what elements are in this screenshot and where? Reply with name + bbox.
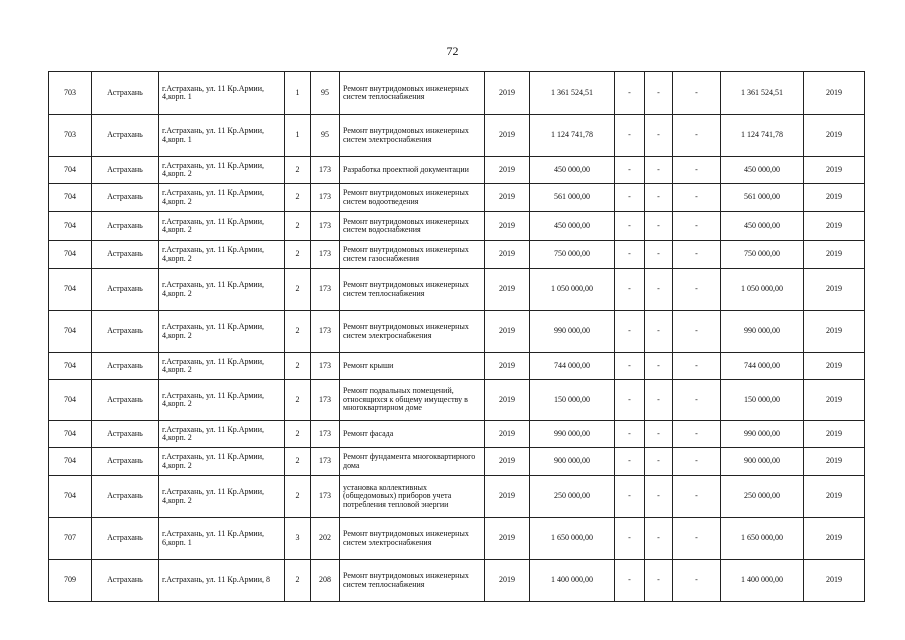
completion-year-cell: 2019: [804, 72, 865, 115]
table-row: [49, 518, 865, 560]
fund-cell: -: [615, 184, 645, 212]
fund-cell: -: [615, 476, 645, 518]
cost-cell: 1 124 741,78: [530, 115, 615, 157]
apartments-cell: 173: [311, 184, 340, 212]
table-row: [49, 212, 865, 241]
city-cell: Астрахань: [92, 380, 159, 421]
city-cell: Астрахань: [92, 184, 159, 212]
completion-year-cell: 2019: [804, 311, 865, 353]
other-source-cell: -: [673, 421, 721, 448]
other-source-cell: -: [673, 241, 721, 269]
other-source-cell: -: [673, 448, 721, 476]
fund-cell: -: [615, 212, 645, 241]
completion-year-cell: 2019: [804, 353, 865, 380]
table-row: [49, 184, 865, 212]
address-cell: г.Астрахань, ул. 11 Кр.Армии, 4,корп. 2: [159, 212, 285, 241]
object-number-cell: 704: [49, 421, 92, 448]
table-row: [49, 241, 865, 269]
cost-cell: 1 361 524,51: [530, 72, 615, 115]
repair-register-table: [48, 71, 865, 602]
budget-cell: -: [645, 72, 673, 115]
budget-cell: -: [645, 560, 673, 602]
city-cell: Астрахань: [92, 157, 159, 184]
apartments-cell: 173: [311, 157, 340, 184]
total-cost-cell: 1 124 741,78: [721, 115, 804, 157]
completion-year-cell: 2019: [804, 157, 865, 184]
city-cell: Астрахань: [92, 72, 159, 115]
other-source-cell: -: [673, 115, 721, 157]
other-source-cell: -: [673, 476, 721, 518]
total-cost-cell: 990 000,00: [721, 311, 804, 353]
entrances-cell: 2: [285, 241, 311, 269]
year-cell: 2019: [485, 448, 530, 476]
cost-cell: 450 000,00: [530, 157, 615, 184]
other-source-cell: -: [673, 184, 721, 212]
work-type-cell: Ремонт внутридомовых инженерных систем электроснабжения: [340, 518, 485, 560]
work-type-cell: Ремонт внутридомовых инженерных систем теплоснабжения: [340, 72, 485, 115]
entrances-cell: 3: [285, 518, 311, 560]
table-row: [49, 421, 865, 448]
year-cell: 2019: [485, 421, 530, 448]
object-number-cell: 704: [49, 157, 92, 184]
fund-cell: -: [615, 72, 645, 115]
budget-cell: -: [645, 115, 673, 157]
budget-cell: -: [645, 212, 673, 241]
total-cost-cell: 1 400 000,00: [721, 560, 804, 602]
table-row: [49, 448, 865, 476]
city-cell: Астрахань: [92, 353, 159, 380]
entrances-cell: 2: [285, 184, 311, 212]
apartments-cell: 173: [311, 311, 340, 353]
year-cell: 2019: [485, 311, 530, 353]
entrances-cell: 1: [285, 72, 311, 115]
cost-cell: 450 000,00: [530, 212, 615, 241]
entrances-cell: 2: [285, 448, 311, 476]
year-cell: 2019: [485, 380, 530, 421]
year-cell: 2019: [485, 212, 530, 241]
address-cell: г.Астрахань, ул. 11 Кр.Армии, 4,корп. 2: [159, 157, 285, 184]
entrances-cell: 2: [285, 560, 311, 602]
cost-cell: 561 000,00: [530, 184, 615, 212]
address-cell: г.Астрахань, ул. 11 Кр.Армии, 4,корп. 2: [159, 380, 285, 421]
city-cell: Астрахань: [92, 212, 159, 241]
address-cell: г.Астрахань, ул. 11 Кр.Армии, 4,корп. 2: [159, 421, 285, 448]
completion-year-cell: 2019: [804, 115, 865, 157]
table-row: [49, 476, 865, 518]
budget-cell: -: [645, 157, 673, 184]
entrances-cell: 2: [285, 476, 311, 518]
work-type-cell: Ремонт внутридомовых инженерных систем газоснабжения: [340, 241, 485, 269]
entrances-cell: 2: [285, 157, 311, 184]
cost-cell: 990 000,00: [530, 311, 615, 353]
total-cost-cell: 990 000,00: [721, 421, 804, 448]
fund-cell: -: [615, 421, 645, 448]
apartments-cell: 173: [311, 353, 340, 380]
year-cell: 2019: [485, 72, 530, 115]
budget-cell: -: [645, 518, 673, 560]
fund-cell: -: [615, 448, 645, 476]
total-cost-cell: 150 000,00: [721, 380, 804, 421]
entrances-cell: 2: [285, 353, 311, 380]
object-number-cell: 709: [49, 560, 92, 602]
total-cost-cell: 744 000,00: [721, 353, 804, 380]
apartments-cell: 173: [311, 476, 340, 518]
fund-cell: -: [615, 518, 645, 560]
address-cell: г.Астрахань, ул. 11 Кр.Армии, 4,корп. 1: [159, 72, 285, 115]
object-number-cell: 704: [49, 353, 92, 380]
address-cell: г.Астрахань, ул. 11 Кр.Армии, 6,корп. 1: [159, 518, 285, 560]
completion-year-cell: 2019: [804, 448, 865, 476]
budget-cell: -: [645, 421, 673, 448]
fund-cell: -: [615, 115, 645, 157]
entrances-cell: 1: [285, 115, 311, 157]
apartments-cell: 173: [311, 241, 340, 269]
fund-cell: -: [615, 269, 645, 311]
total-cost-cell: 750 000,00: [721, 241, 804, 269]
completion-year-cell: 2019: [804, 241, 865, 269]
table-row: [49, 560, 865, 602]
fund-cell: -: [615, 311, 645, 353]
cost-cell: 744 000,00: [530, 353, 615, 380]
completion-year-cell: 2019: [804, 184, 865, 212]
budget-cell: -: [645, 380, 673, 421]
object-number-cell: 704: [49, 476, 92, 518]
completion-year-cell: 2019: [804, 518, 865, 560]
city-cell: Астрахань: [92, 115, 159, 157]
total-cost-cell: 450 000,00: [721, 157, 804, 184]
other-source-cell: -: [673, 380, 721, 421]
completion-year-cell: 2019: [804, 560, 865, 602]
city-cell: Астрахань: [92, 311, 159, 353]
address-cell: г.Астрахань, ул. 11 Кр.Армии, 4,корп. 2: [159, 311, 285, 353]
object-number-cell: 704: [49, 241, 92, 269]
budget-cell: -: [645, 241, 673, 269]
completion-year-cell: 2019: [804, 212, 865, 241]
table-row: [49, 72, 865, 115]
completion-year-cell: 2019: [804, 380, 865, 421]
work-type-cell: Ремонт фасада: [340, 421, 485, 448]
completion-year-cell: 2019: [804, 476, 865, 518]
total-cost-cell: 561 000,00: [721, 184, 804, 212]
total-cost-cell: 900 000,00: [721, 448, 804, 476]
completion-year-cell: 2019: [804, 269, 865, 311]
entrances-cell: 2: [285, 421, 311, 448]
work-type-cell: Ремонт внутридомовых инженерных систем водоснабжения: [340, 212, 485, 241]
year-cell: 2019: [485, 269, 530, 311]
object-number-cell: 704: [49, 311, 92, 353]
address-cell: г.Астрахань, ул. 11 Кр.Армии, 4,корп. 2: [159, 241, 285, 269]
address-cell: г.Астрахань, ул. 11 Кр.Армии, 4,корп. 2: [159, 269, 285, 311]
total-cost-cell: 250 000,00: [721, 476, 804, 518]
table-row: [49, 380, 865, 421]
apartments-cell: 173: [311, 380, 340, 421]
page-number: 72: [446, 44, 459, 58]
address-cell: г.Астрахань, ул. 11 Кр.Армии, 8: [159, 560, 285, 602]
year-cell: 2019: [485, 157, 530, 184]
total-cost-cell: 1 050 000,00: [721, 269, 804, 311]
other-source-cell: -: [673, 311, 721, 353]
year-cell: 2019: [485, 476, 530, 518]
year-cell: 2019: [485, 115, 530, 157]
budget-cell: -: [645, 311, 673, 353]
table-row: [49, 353, 865, 380]
work-type-cell: Ремонт внутридомовых инженерных систем водоотведения: [340, 184, 485, 212]
object-number-cell: 704: [49, 184, 92, 212]
object-number-cell: 704: [49, 212, 92, 241]
apartments-cell: 95: [311, 72, 340, 115]
table-row: [49, 157, 865, 184]
city-cell: Астрахань: [92, 518, 159, 560]
budget-cell: -: [645, 184, 673, 212]
total-cost-cell: 450 000,00: [721, 212, 804, 241]
entrances-cell: 2: [285, 212, 311, 241]
address-cell: г.Астрахань, ул. 11 Кр.Армии, 4,корп. 2: [159, 353, 285, 380]
entrances-cell: 2: [285, 380, 311, 421]
address-cell: г.Астрахань, ул. 11 Кр.Армии, 4,корп. 2: [159, 184, 285, 212]
apartments-cell: 173: [311, 448, 340, 476]
cost-cell: 990 000,00: [530, 421, 615, 448]
total-cost-cell: 1 361 524,51: [721, 72, 804, 115]
apartments-cell: 173: [311, 212, 340, 241]
completion-year-cell: 2019: [804, 421, 865, 448]
table-row: [49, 311, 865, 353]
work-type-cell: Ремонт внутридомовых инженерных систем электроснабжения: [340, 115, 485, 157]
year-cell: 2019: [485, 241, 530, 269]
total-cost-cell: 1 650 000,00: [721, 518, 804, 560]
apartments-cell: 95: [311, 115, 340, 157]
address-cell: г.Астрахань, ул. 11 Кр.Армии, 4,корп. 2: [159, 476, 285, 518]
work-type-cell: Ремонт внутридомовых инженерных систем теплоснабжения: [340, 560, 485, 602]
fund-cell: -: [615, 353, 645, 380]
cost-cell: 1 650 000,00: [530, 518, 615, 560]
city-cell: Астрахань: [92, 421, 159, 448]
object-number-cell: 704: [49, 448, 92, 476]
city-cell: Астрахань: [92, 560, 159, 602]
entrances-cell: 2: [285, 269, 311, 311]
other-source-cell: -: [673, 212, 721, 241]
object-number-cell: 707: [49, 518, 92, 560]
apartments-cell: 173: [311, 269, 340, 311]
year-cell: 2019: [485, 353, 530, 380]
work-type-cell: Ремонт крыши: [340, 353, 485, 380]
address-cell: г.Астрахань, ул. 11 Кр.Армии, 4,корп. 1: [159, 115, 285, 157]
table-row: [49, 115, 865, 157]
year-cell: 2019: [485, 560, 530, 602]
table-row: [49, 269, 865, 311]
other-source-cell: -: [673, 269, 721, 311]
work-type-cell: Ремонт подвальных помещений, относящихся к общему имуществу в многоквартирном доме: [340, 380, 485, 421]
work-type-cell: установка коллективных (общедомовых) приборов учета потребления тепловой энергии: [340, 476, 485, 518]
apartments-cell: 173: [311, 421, 340, 448]
budget-cell: -: [645, 448, 673, 476]
year-cell: 2019: [485, 518, 530, 560]
entrances-cell: 2: [285, 311, 311, 353]
object-number-cell: 704: [49, 380, 92, 421]
other-source-cell: -: [673, 560, 721, 602]
cost-cell: 1 400 000,00: [530, 560, 615, 602]
year-cell: 2019: [485, 184, 530, 212]
cost-cell: 150 000,00: [530, 380, 615, 421]
apartments-cell: 208: [311, 560, 340, 602]
cost-cell: 750 000,00: [530, 241, 615, 269]
object-number-cell: 703: [49, 72, 92, 115]
budget-cell: -: [645, 269, 673, 311]
work-type-cell: Ремонт внутридомовых инженерных систем электроснабжения: [340, 311, 485, 353]
fund-cell: -: [615, 560, 645, 602]
other-source-cell: -: [673, 157, 721, 184]
city-cell: Астрахань: [92, 269, 159, 311]
budget-cell: -: [645, 476, 673, 518]
budget-cell: -: [645, 353, 673, 380]
fund-cell: -: [615, 157, 645, 184]
other-source-cell: -: [673, 353, 721, 380]
address-cell: г.Астрахань, ул. 11 Кр.Армии, 4,корп. 2: [159, 448, 285, 476]
work-type-cell: Разработка проектной документации: [340, 157, 485, 184]
city-cell: Астрахань: [92, 241, 159, 269]
cost-cell: 1 050 000,00: [530, 269, 615, 311]
object-number-cell: 703: [49, 115, 92, 157]
other-source-cell: -: [673, 72, 721, 115]
cost-cell: 900 000,00: [530, 448, 615, 476]
work-type-cell: Ремонт фундамента многоквартирного дома: [340, 448, 485, 476]
city-cell: Астрахань: [92, 476, 159, 518]
city-cell: Астрахань: [92, 448, 159, 476]
object-number-cell: 704: [49, 269, 92, 311]
fund-cell: -: [615, 241, 645, 269]
apartments-cell: 202: [311, 518, 340, 560]
other-source-cell: -: [673, 518, 721, 560]
fund-cell: -: [615, 380, 645, 421]
cost-cell: 250 000,00: [530, 476, 615, 518]
work-type-cell: Ремонт внутридомовых инженерных систем теплоснабжения: [340, 269, 485, 311]
